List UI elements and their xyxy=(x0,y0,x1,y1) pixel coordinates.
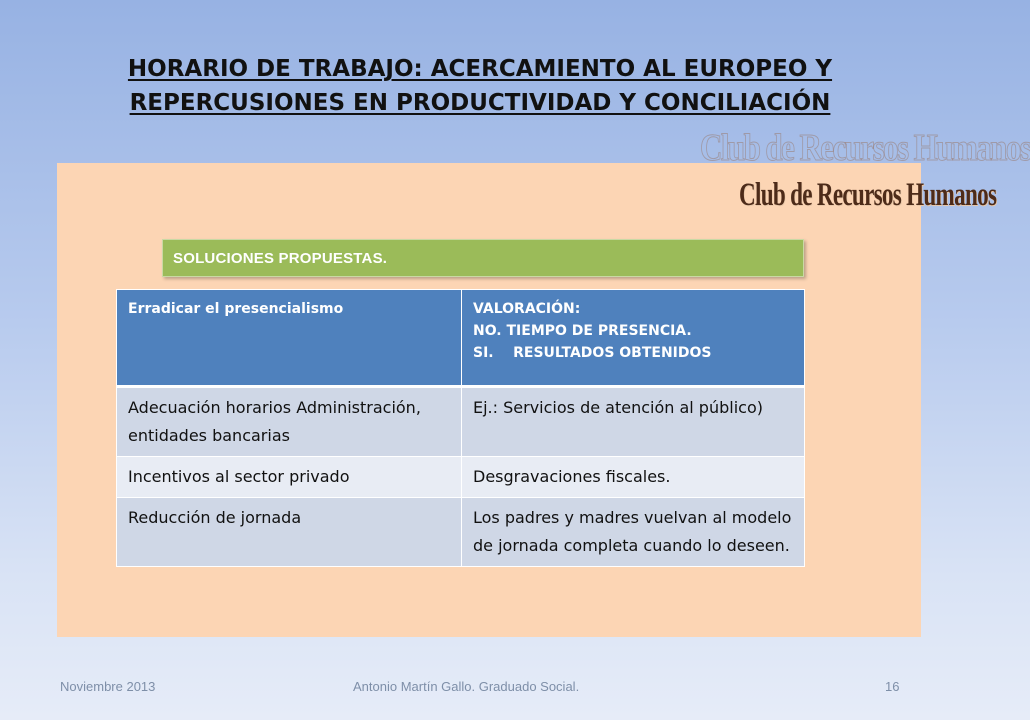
section-label: SOLUCIONES PROPUESTAS. xyxy=(162,239,804,277)
row-detail: Ej.: Servicios de atención al público) xyxy=(462,387,805,457)
header-measure: Erradicar el presencialismo xyxy=(117,290,462,387)
row-detail: Desgravaciones fiscales. xyxy=(462,457,805,498)
header-valuation-line: SI. RESULTADOS OBTENIDOS xyxy=(473,345,712,361)
slide-title xyxy=(60,52,900,120)
title-line-1: HORARIO DE TRABAJO: ACERCAMIENTO AL EUROPEO Y xyxy=(127,56,833,82)
page-number: 16 xyxy=(885,679,900,694)
brand-logo: Club de Recursos Humanos xyxy=(739,177,997,213)
row-measure: Incentivos al sector privado xyxy=(117,457,462,498)
footer-author: Antonio Martín Gallo. Graduado Social. xyxy=(353,679,580,694)
solutions-table xyxy=(116,289,805,567)
table-row xyxy=(117,498,805,567)
header-valuation-line: VALORACIÓN: xyxy=(473,301,581,317)
table-row xyxy=(117,387,805,457)
brand-logo-shadow: Club de Recursos Humanos xyxy=(700,127,1030,169)
table-row xyxy=(117,457,805,498)
header-valuation-line: NO. TIEMPO DE PRESENCIA. xyxy=(473,323,692,339)
header-valuation xyxy=(462,290,805,387)
footer-date: Noviembre 2013 xyxy=(60,679,156,694)
row-detail: Los padres y madres vuelvan al modelo de jornada completa cuando lo deseen. xyxy=(462,498,805,567)
row-measure: Reducción de jornada xyxy=(117,498,462,567)
table-header-row xyxy=(117,290,805,387)
title-line-2: REPERCUSIONES EN PRODUCTIVIDAD Y CONCILIACIÓN xyxy=(129,90,831,116)
row-measure: Adecuación horarios Administración, entidades bancarias xyxy=(117,387,462,457)
